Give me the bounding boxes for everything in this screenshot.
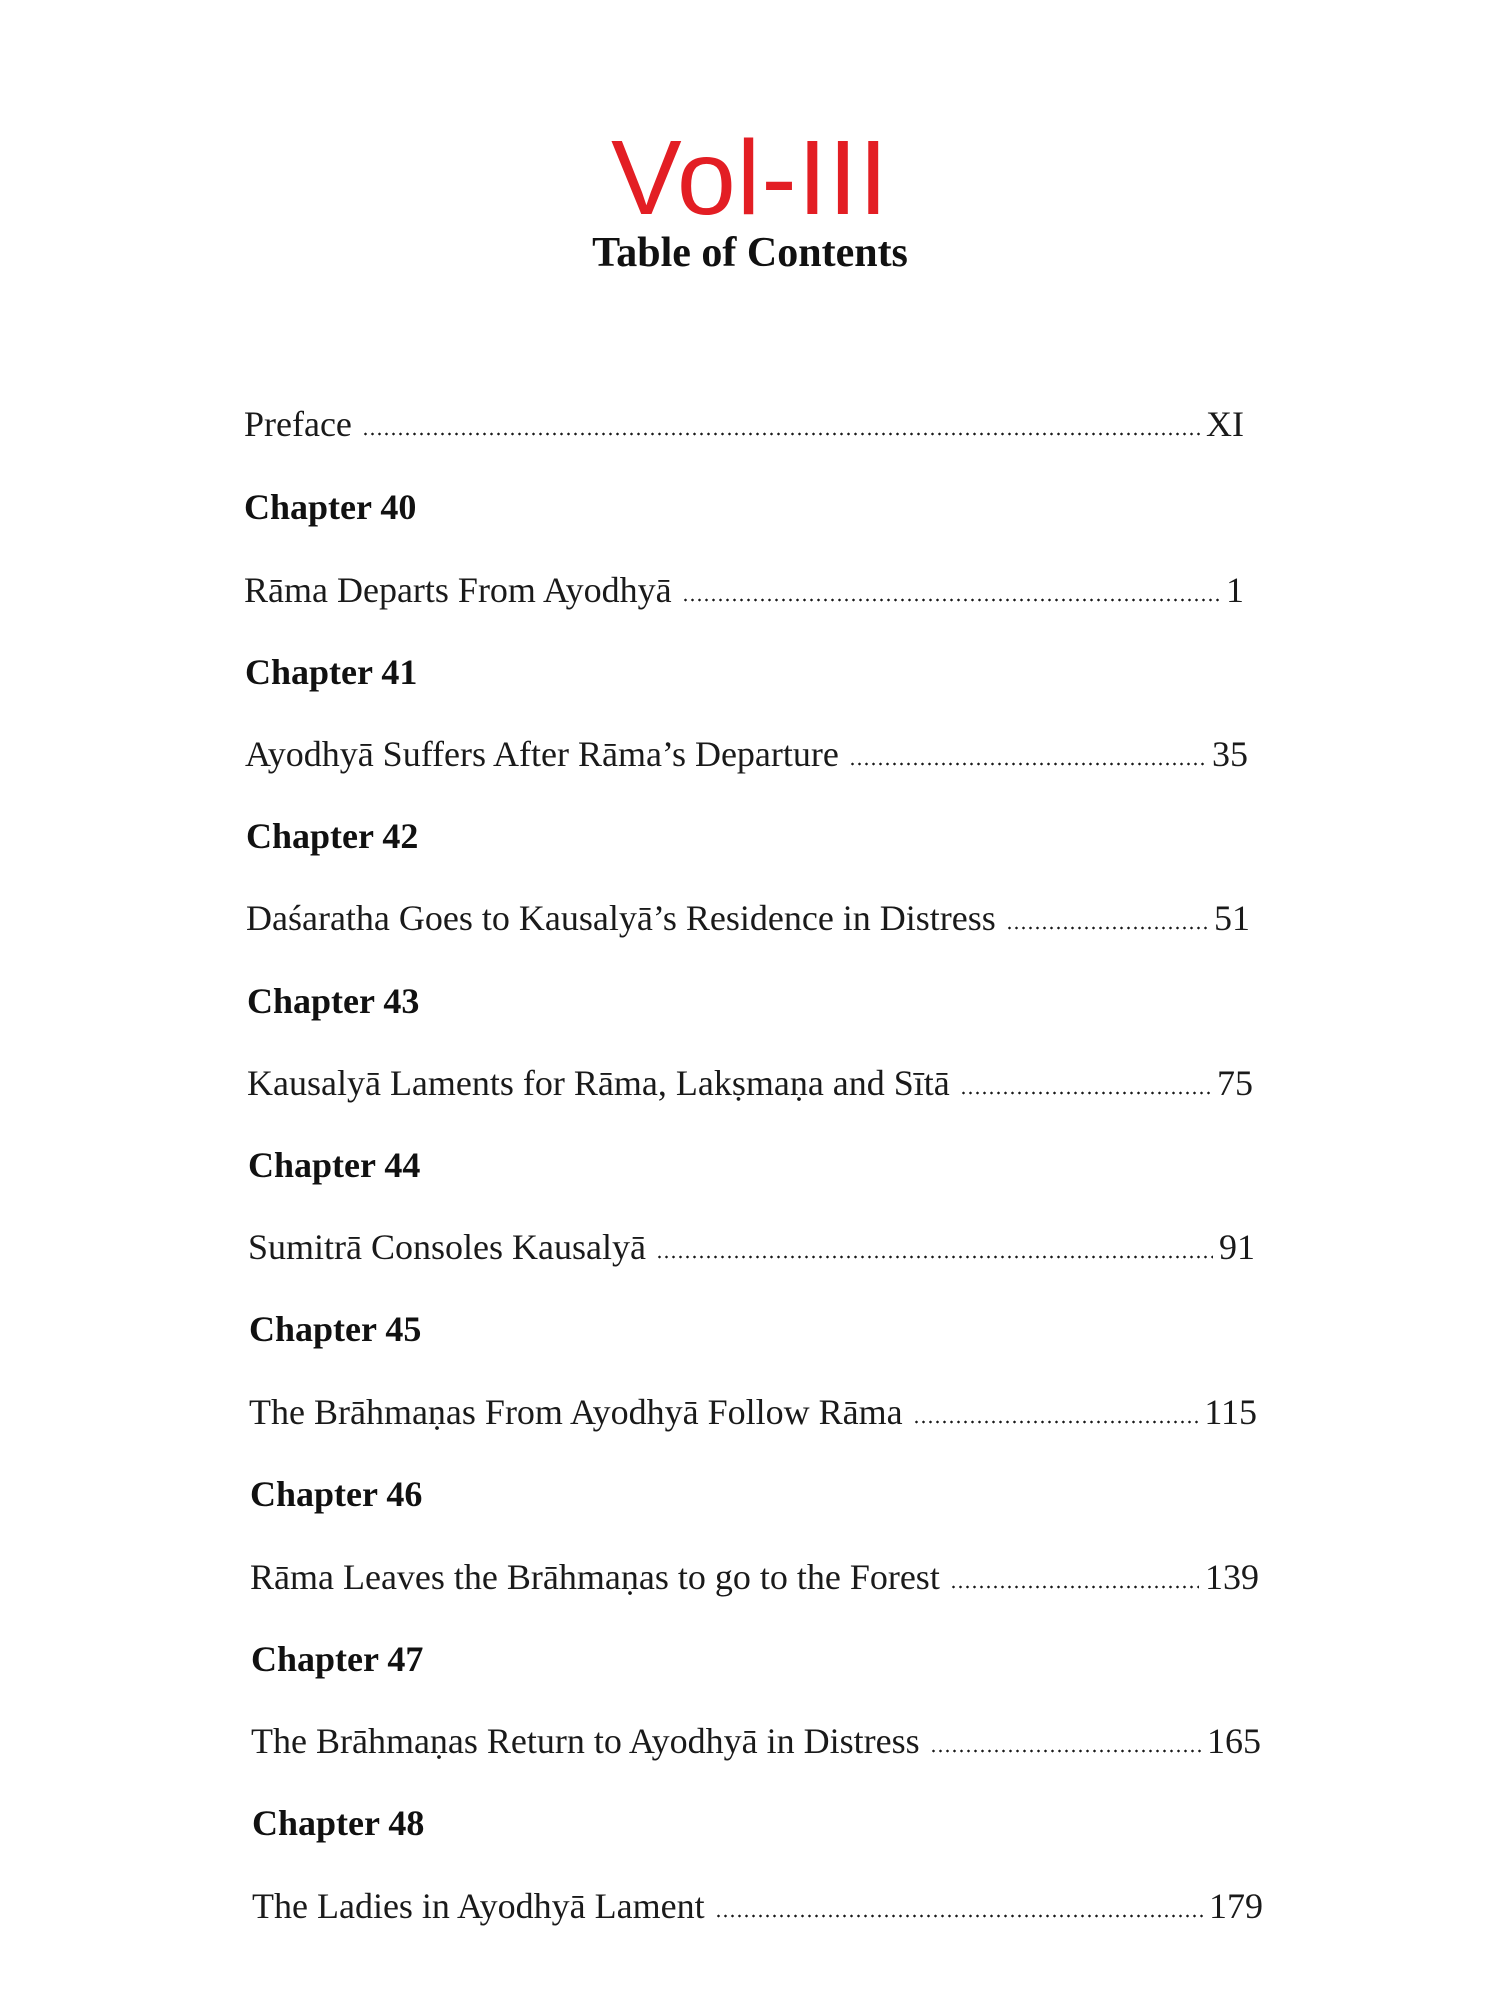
chapter-label: Chapter 41 — [245, 652, 418, 692]
chapter-label: Chapter 48 — [252, 1803, 425, 1843]
dot-leader — [913, 1420, 1199, 1424]
dot-leader — [715, 1914, 1203, 1918]
dot-leader — [362, 432, 1200, 436]
dot-leader — [930, 1749, 1201, 1753]
chapter-label: Chapter 40 — [244, 487, 417, 527]
toc-entry-page: 51 — [1214, 898, 1250, 938]
toc-entry-page: 139 — [1205, 1557, 1259, 1597]
toc-entry — [250, 1555, 1259, 1599]
toc-entry — [245, 732, 1248, 776]
toc-entry-page: XI — [1206, 404, 1244, 444]
toc-entry-title: Sumitrā Consoles Kausalyā — [248, 1227, 646, 1267]
volume-title: Vol-III — [610, 119, 889, 237]
dot-leader — [950, 1585, 1199, 1589]
chapter-label: Chapter 45 — [249, 1309, 422, 1349]
toc-entry-page: 75 — [1217, 1063, 1253, 1103]
toc-entry — [244, 568, 1244, 612]
dot-leader — [682, 598, 1220, 602]
toc-entry — [248, 1225, 1255, 1269]
chapter-label: Chapter 43 — [247, 981, 420, 1021]
chapter-label: Chapter 42 — [246, 816, 419, 856]
toc-entry — [249, 1390, 1257, 1434]
dot-leader — [656, 1255, 1213, 1259]
toc-entry-page: 165 — [1207, 1721, 1261, 1761]
toc-entry-title: Rāma Leaves the Brāhmaṇas to go to the Forest — [250, 1557, 940, 1597]
toc-entry-title: Kausalyā Laments for Rāma, Lakṣmaṇa and Sītā — [247, 1063, 950, 1103]
dot-leader — [960, 1091, 1211, 1095]
toc-entry — [252, 1884, 1263, 1928]
toc-entry-title: The Brāhmaṇas Return to Ayodhyā in Distress — [251, 1721, 920, 1761]
toc-entry-page: 1 — [1226, 570, 1244, 610]
toc-entry — [247, 1061, 1253, 1105]
chapter-label: Chapter 44 — [248, 1145, 421, 1185]
dot-leader — [1006, 926, 1208, 930]
toc-heading: Table of Contents — [592, 230, 908, 276]
dot-leader — [849, 762, 1206, 766]
toc-entry-page: 179 — [1209, 1886, 1263, 1926]
toc-entry-page: 115 — [1204, 1392, 1257, 1432]
toc-entry-page: 35 — [1212, 734, 1248, 774]
toc-entry-title: Ayodhyā Suffers After Rāma’s Departure — [245, 734, 839, 774]
toc-entry-title: Daśaratha Goes to Kausalyā’s Residence in Distress — [246, 898, 996, 938]
chapter-label: Chapter 47 — [251, 1639, 424, 1679]
toc-entry-title: The Ladies in Ayodhyā Lament — [252, 1886, 705, 1926]
chapter-label: Chapter 46 — [250, 1474, 423, 1514]
toc-entry-page: 91 — [1219, 1227, 1255, 1267]
toc-entry-preface — [244, 402, 1244, 446]
toc-entry-title: The Brāhmaṇas From Ayodhyā Follow Rāma — [249, 1392, 903, 1432]
toc-entry-title: Rāma Departs From Ayodhyā — [244, 570, 672, 610]
toc-entry — [251, 1719, 1261, 1763]
toc-entry — [246, 896, 1250, 940]
toc-entry-title: Preface — [244, 404, 352, 444]
